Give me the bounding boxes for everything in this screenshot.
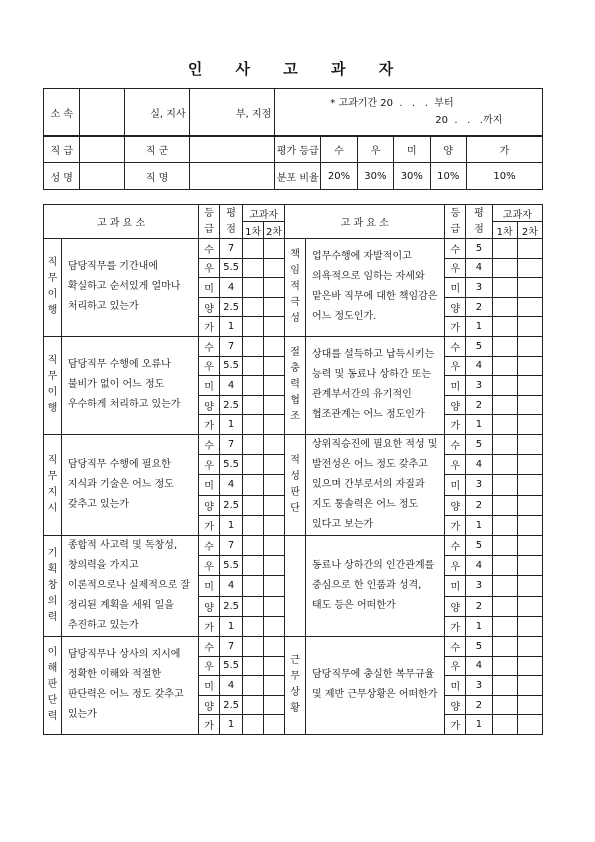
right-grade: 미: [445, 676, 466, 696]
left-grade: 미: [199, 475, 220, 495]
position-field[interactable]: [189, 137, 275, 163]
left-first-score-field[interactable]: [243, 415, 264, 435]
ratio-mi: 30%: [394, 163, 430, 190]
left-score-header: 평 점: [220, 205, 243, 239]
left-score: 2.5: [220, 395, 243, 415]
left-grade: 수: [199, 239, 220, 259]
right-factor-desc: 상대를 설득하고 납득시키는 능력 및 동료나 상하간 또는 관계부서간의 유기적인 협조관계는 어느 정도인가: [306, 336, 445, 434]
right-grade: 수: [445, 535, 466, 555]
left-factor-desc: 담당직무나 상사의 지시에 정확한 이해와 적절한 판단력은 어느 정도 갖추고 있는가: [61, 636, 198, 734]
left-grade: 미: [199, 576, 220, 596]
right-first-score-field[interactable]: [492, 395, 517, 415]
right-second-header: 2차: [517, 222, 542, 239]
right-first-score-field[interactable]: [492, 415, 517, 435]
left-score: 7: [220, 535, 243, 555]
right-factor-name: 근 무 상 황: [285, 636, 306, 734]
left-score: 5.5: [220, 258, 243, 278]
left-first-score-field[interactable]: [243, 434, 264, 454]
right-first-score-field[interactable]: [492, 616, 517, 636]
left-grade: 가: [199, 317, 220, 337]
left-first-score-field[interactable]: [243, 676, 264, 696]
left-second-score-field[interactable]: [264, 616, 285, 636]
period-line2: 20 . . .까지: [435, 115, 503, 126]
right-first-score-field[interactable]: [492, 576, 517, 596]
left-second-score-field[interactable]: [264, 336, 285, 356]
left-second-header: 2차: [264, 222, 285, 239]
right-second-score-field[interactable]: [517, 395, 542, 415]
eval-row: [44, 636, 543, 656]
left-grade: 미: [199, 278, 220, 298]
right-first-score-field[interactable]: [492, 317, 517, 337]
name-label: 성 명: [44, 163, 80, 190]
left-second-score-field[interactable]: [264, 515, 285, 535]
left-second-score-field[interactable]: [264, 636, 285, 656]
left-score: 5.5: [220, 656, 243, 676]
left-factor-name: 직 무 지 시: [44, 434, 62, 535]
right-grade: 수: [445, 336, 466, 356]
left-second-score-field[interactable]: [264, 596, 285, 616]
right-second-score-field[interactable]: [517, 455, 542, 475]
left-score: 1: [220, 616, 243, 636]
right-second-score-field[interactable]: [517, 616, 542, 636]
right-first-score-field[interactable]: [492, 636, 517, 656]
job-field[interactable]: [189, 163, 275, 190]
right-factor-desc: 상위직승진에 필요한 적성 및 발전성은 어느 정도 갖추고 있으며 간부로서의 자질과 지도 통솔력은 어느 정도 있다고 보는가: [306, 434, 445, 535]
right-grade: 양: [445, 596, 466, 616]
left-second-score-field[interactable]: [264, 239, 285, 259]
left-grade: 양: [199, 695, 220, 715]
evaluation-table: [43, 204, 543, 735]
left-second-score-field[interactable]: [264, 715, 285, 735]
left-factor-desc: 담당직무 수행에 오류나 불비가 없이 어느 정도 우수하게 처리하고 있는가: [61, 336, 198, 434]
right-grade: 미: [445, 376, 466, 396]
right-grade: 양: [445, 395, 466, 415]
right-score: 4: [466, 556, 492, 576]
left-first-score-field[interactable]: [243, 475, 264, 495]
office-label: 실, 지사: [125, 89, 189, 136]
right-first-score-field[interactable]: [492, 715, 517, 735]
right-score: 4: [466, 356, 492, 376]
left-first-score-field[interactable]: [243, 317, 264, 337]
right-grade: 가: [445, 616, 466, 636]
right-first-score-field[interactable]: [492, 695, 517, 715]
rank-label: 직 급: [44, 137, 80, 163]
right-score: 3: [466, 278, 492, 298]
left-grade: 미: [199, 676, 220, 696]
left-first-score-field[interactable]: [243, 297, 264, 317]
ratio-u: 30%: [357, 163, 393, 190]
left-grade: 양: [199, 495, 220, 515]
left-first-score-field[interactable]: [243, 636, 264, 656]
left-grade: 양: [199, 297, 220, 317]
left-grade: 우: [199, 656, 220, 676]
right-score: 2: [466, 695, 492, 715]
right-second-score-field[interactable]: [517, 676, 542, 696]
left-factor-name: 이 해 판 단 력: [44, 636, 62, 734]
right-score: 2: [466, 395, 492, 415]
right-score: 2: [466, 495, 492, 515]
grade-mi: 미: [394, 137, 430, 163]
left-score: 7: [220, 336, 243, 356]
right-first-score-field[interactable]: [492, 278, 517, 298]
left-first-score-field[interactable]: [243, 515, 264, 535]
left-grade: 가: [199, 616, 220, 636]
left-second-score-field[interactable]: [264, 258, 285, 278]
eval-row: [44, 336, 543, 356]
affiliation-field[interactable]: [80, 89, 125, 136]
right-grade: 가: [445, 715, 466, 735]
right-second-score-field[interactable]: [517, 297, 542, 317]
right-first-score-field[interactable]: [492, 596, 517, 616]
right-score: 1: [466, 715, 492, 735]
right-score: 1: [466, 415, 492, 435]
left-first-score-field[interactable]: [243, 576, 264, 596]
grade-su: 수: [321, 137, 357, 163]
right-grade: 양: [445, 695, 466, 715]
left-second-score-field[interactable]: [264, 356, 285, 376]
grade-u: 우: [357, 137, 393, 163]
right-factor-desc: 업무수행에 자발적이고 의욕적으로 임하는 자세와 맡은바 직무에 대한 책임감은 어느 정도인가.: [306, 239, 445, 337]
left-first-score-field[interactable]: [243, 278, 264, 298]
left-first-score-field[interactable]: [243, 455, 264, 475]
right-second-score-field[interactable]: [517, 576, 542, 596]
right-factor-name: 책 임 적 극 성: [285, 239, 306, 337]
right-first-score-field[interactable]: [492, 239, 517, 259]
right-second-score-field[interactable]: [517, 317, 542, 337]
left-grade: 우: [199, 455, 220, 475]
right-score: 1: [466, 515, 492, 535]
right-score: 5: [466, 336, 492, 356]
left-grade: 가: [199, 415, 220, 435]
right-first-score-field[interactable]: [492, 356, 517, 376]
left-grade: 수: [199, 336, 220, 356]
right-second-score-field[interactable]: [517, 415, 542, 435]
left-first-score-field[interactable]: [243, 356, 264, 376]
left-second-score-field[interactable]: [264, 495, 285, 515]
left-score: 2.5: [220, 297, 243, 317]
left-second-score-field[interactable]: [264, 695, 285, 715]
left-first-score-field[interactable]: [243, 616, 264, 636]
right-score: 1: [466, 317, 492, 337]
eval-row: [44, 434, 543, 454]
right-first-score-field[interactable]: [492, 297, 517, 317]
right-second-score-field[interactable]: [517, 278, 542, 298]
left-grade: 양: [199, 395, 220, 415]
right-grade: 수: [445, 434, 466, 454]
right-score: 1: [466, 616, 492, 636]
left-second-score-field[interactable]: [264, 395, 285, 415]
ratio-label: 분포 비율: [275, 163, 321, 190]
left-score: 1: [220, 715, 243, 735]
right-score: 5: [466, 535, 492, 555]
left-score: 2.5: [220, 695, 243, 715]
left-evaluator-header: 고과자: [243, 205, 285, 222]
right-second-score-field[interactable]: [517, 715, 542, 735]
right-second-score-field[interactable]: [517, 336, 542, 356]
rank-field[interactable]: [80, 137, 125, 163]
right-first-score-field[interactable]: [492, 336, 517, 356]
branch-label: 부, 지점: [189, 89, 275, 136]
right-grade: 가: [445, 515, 466, 535]
right-grade: 미: [445, 475, 466, 495]
right-factor-name: [285, 535, 306, 636]
right-second-score-field[interactable]: [517, 356, 542, 376]
left-score: 4: [220, 676, 243, 696]
right-grade: 수: [445, 239, 466, 259]
left-second-score-field[interactable]: [264, 297, 285, 317]
right-evaluator-header: 고과자: [492, 205, 542, 222]
left-grade: 우: [199, 556, 220, 576]
left-grade: 수: [199, 636, 220, 656]
right-grade: 우: [445, 455, 466, 475]
job-label: 직 명: [125, 163, 189, 190]
right-second-score-field[interactable]: [517, 695, 542, 715]
right-grade: 가: [445, 415, 466, 435]
right-first-score-field[interactable]: [492, 535, 517, 555]
right-score: 3: [466, 576, 492, 596]
right-first-header: 1차: [492, 222, 517, 239]
right-second-score-field[interactable]: [517, 495, 542, 515]
right-score: 5: [466, 636, 492, 656]
right-first-score-field[interactable]: [492, 455, 517, 475]
left-score: 4: [220, 576, 243, 596]
right-second-score-field[interactable]: [517, 636, 542, 656]
right-grade: 우: [445, 356, 466, 376]
left-score: 4: [220, 278, 243, 298]
eval-row: [44, 535, 543, 555]
right-grade: 우: [445, 656, 466, 676]
right-second-score-field[interactable]: [517, 515, 542, 535]
left-factor-desc: 담당직무를 기간내에 확실하고 순서있게 얼마나 처리하고 있는가: [61, 239, 198, 337]
left-grade-header: 등 급: [199, 205, 220, 239]
left-second-score-field[interactable]: [264, 317, 285, 337]
left-factor-name: 기 획 창 의 력: [44, 535, 62, 636]
left-score: 7: [220, 239, 243, 259]
left-first-score-field[interactable]: [243, 596, 264, 616]
right-score: 4: [466, 258, 492, 278]
left-first-score-field[interactable]: [243, 395, 264, 415]
right-score: 4: [466, 656, 492, 676]
right-second-score-field[interactable]: [517, 656, 542, 676]
left-factor-name: 직 무 이 행: [44, 239, 62, 337]
left-grade: 양: [199, 596, 220, 616]
right-second-score-field[interactable]: [517, 376, 542, 396]
left-first-score-field[interactable]: [243, 239, 264, 259]
right-grade: 우: [445, 556, 466, 576]
left-first-score-field[interactable]: [243, 656, 264, 676]
grade-yang: 양: [430, 137, 466, 163]
left-score: 4: [220, 475, 243, 495]
right-grade: 양: [445, 495, 466, 515]
left-score: 2.5: [220, 495, 243, 515]
right-second-score-field[interactable]: [517, 258, 542, 278]
name-field[interactable]: [80, 163, 125, 190]
left-factor-header: 고 과 요 소: [44, 205, 199, 239]
left-score: 5.5: [220, 455, 243, 475]
grade-label: 평가 등급: [275, 137, 321, 163]
left-score: 4: [220, 376, 243, 396]
right-factor-name: 적 성 판 단: [285, 434, 306, 535]
left-grade: 가: [199, 515, 220, 535]
right-score: 3: [466, 376, 492, 396]
page-title: 인 사 고 과 자: [187, 60, 408, 78]
grade-ga: 가: [466, 137, 542, 163]
right-second-score-field[interactable]: [517, 556, 542, 576]
right-second-score-field[interactable]: [517, 596, 542, 616]
left-second-score-field[interactable]: [264, 434, 285, 454]
right-second-score-field[interactable]: [517, 239, 542, 259]
right-first-score-field[interactable]: [492, 258, 517, 278]
left-first-score-field[interactable]: [243, 715, 264, 735]
ratio-yang: 10%: [430, 163, 466, 190]
eval-row: [44, 239, 543, 259]
position-label: 직 군: [125, 137, 189, 163]
right-score: 3: [466, 676, 492, 696]
period-line1: * 고과기간 20 . . . 부터: [330, 98, 454, 109]
left-grade: 우: [199, 258, 220, 278]
left-first-score-field[interactable]: [243, 258, 264, 278]
ratio-su: 20%: [321, 163, 357, 190]
left-grade: 우: [199, 356, 220, 376]
left-score: 5.5: [220, 556, 243, 576]
right-grade: 가: [445, 317, 466, 337]
left-grade: 가: [199, 715, 220, 735]
right-factor-header: 고 과 요 소: [285, 205, 445, 239]
left-second-score-field[interactable]: [264, 556, 285, 576]
right-score: 5: [466, 239, 492, 259]
right-second-score-field[interactable]: [517, 535, 542, 555]
left-first-score-field[interactable]: [243, 556, 264, 576]
right-second-score-field[interactable]: [517, 475, 542, 495]
right-first-score-field[interactable]: [492, 656, 517, 676]
left-first-score-field[interactable]: [243, 376, 264, 396]
right-first-score-field[interactable]: [492, 495, 517, 515]
right-score: 3: [466, 475, 492, 495]
left-second-score-field[interactable]: [264, 535, 285, 555]
right-grade: 미: [445, 576, 466, 596]
right-first-score-field[interactable]: [492, 434, 517, 454]
left-first-score-field[interactable]: [243, 336, 264, 356]
left-grade: 수: [199, 434, 220, 454]
affiliation-label: 소 속: [44, 89, 80, 136]
left-score: 2.5: [220, 596, 243, 616]
left-second-score-field[interactable]: [264, 415, 285, 435]
ratio-ga: 10%: [466, 163, 542, 190]
left-second-score-field[interactable]: [264, 475, 285, 495]
period-field[interactable]: [275, 89, 543, 136]
right-score-header: 평 점: [466, 205, 492, 239]
right-score: 5: [466, 434, 492, 454]
left-second-score-field[interactable]: [264, 676, 285, 696]
left-score: 1: [220, 415, 243, 435]
left-second-score-field[interactable]: [264, 376, 285, 396]
right-factor-desc: 담당직무에 충실한 복무규율 및 제반 근무상황은 어떠한가: [306, 636, 445, 734]
left-score: 5.5: [220, 356, 243, 376]
left-score: 7: [220, 636, 243, 656]
left-first-score-field[interactable]: [243, 535, 264, 555]
left-second-score-field[interactable]: [264, 576, 285, 596]
right-grade-header: 등 급: [445, 205, 466, 239]
left-first-header: 1차: [243, 222, 264, 239]
right-second-score-field[interactable]: [517, 434, 542, 454]
left-first-score-field[interactable]: [243, 695, 264, 715]
left-factor-name: 직 무 이 행: [44, 336, 62, 434]
right-score: 2: [466, 297, 492, 317]
info-table: [43, 88, 543, 190]
left-grade: 미: [199, 376, 220, 396]
right-score: 4: [466, 455, 492, 475]
right-grade: 우: [445, 258, 466, 278]
left-second-score-field[interactable]: [264, 278, 285, 298]
right-grade: 미: [445, 278, 466, 298]
left-first-score-field[interactable]: [243, 495, 264, 515]
right-score: 2: [466, 596, 492, 616]
right-first-score-field[interactable]: [492, 676, 517, 696]
right-first-score-field[interactable]: [492, 475, 517, 495]
right-first-score-field[interactable]: [492, 556, 517, 576]
left-score: 7: [220, 434, 243, 454]
right-grade: 수: [445, 636, 466, 656]
right-first-score-field[interactable]: [492, 376, 517, 396]
right-factor-name: 절 충 력 협 조: [285, 336, 306, 434]
left-factor-desc: 담당직무 수행에 필요한 지식과 기술은 어느 정도 갖추고 있는가: [61, 434, 198, 535]
right-first-score-field[interactable]: [492, 515, 517, 535]
left-second-score-field[interactable]: [264, 656, 285, 676]
left-score: 1: [220, 515, 243, 535]
left-factor-desc: 종합적 사고력 및 독창성, 창의력을 가지고 이론적으로나 실제적으로 잘 정리된 계획을 세워 일을 추진하고 있는가: [61, 535, 198, 636]
right-factor-desc: 동료나 상하간의 인간관계를 중심으로 한 인품과 성격, 태도 등은 어떠한가: [306, 535, 445, 636]
left-score: 1: [220, 317, 243, 337]
left-second-score-field[interactable]: [264, 455, 285, 475]
left-grade: 수: [199, 535, 220, 555]
right-grade: 양: [445, 297, 466, 317]
